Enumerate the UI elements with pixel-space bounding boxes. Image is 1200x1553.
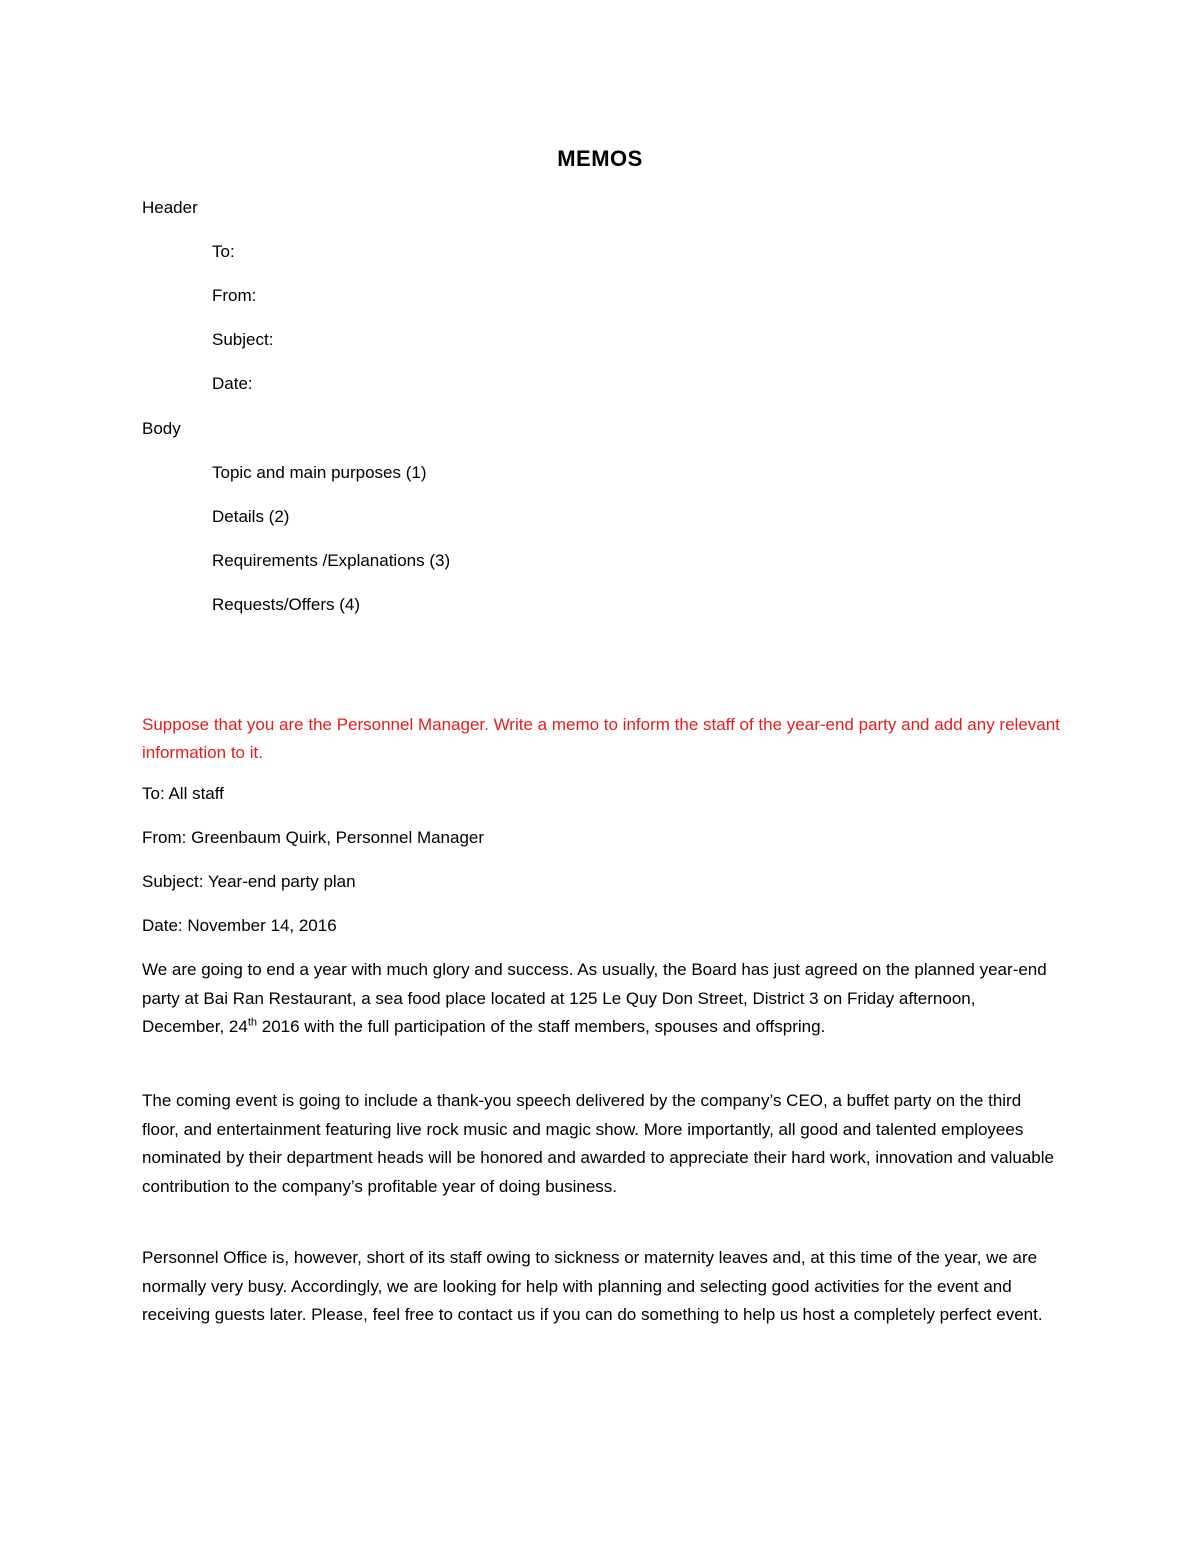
memo-paragraph-2: The coming event is going to include a thank-you speech delivered by the company’s CEO, a buffet party on the third floor, and entertainment featuring live rock music and magic show. More importantly, all good and talented employees nominated by their department heads will be honored and awarded to appreciate their hard work, innovation and valuable contribution to the company’s profitable year of doing business.	[142, 1091, 1054, 1196]
memo-paragraph-1-text: We are going to end a year with much glory and success. As usually, the Board has just agreed on the planned year-end party at Bai Ran Restaurant, a sea food place located at 125 Le Quy Don Street, District 3 on Friday afternoon, December, 24	[142, 960, 1047, 1036]
memo-from: From: Greenbaum Quirk, Personnel Manager	[142, 828, 485, 847]
memo-paragraph-1	[142, 956, 1057, 1042]
header-field-subject: Subject:	[212, 330, 274, 349]
body-item-requirements: Requirements /Explanations (3)	[212, 551, 451, 570]
memo-paragraph-3: Personnel Office is, however, short of its staff owing to sickness or maternity leaves and, at this time of the year, we are normally very busy. Accordingly, we are looking for help with planning and selecting good activities for the event and receiving guests later. Please, feel free to contact us if you can do something to help us host a completely perfect event.	[142, 1248, 1043, 1324]
assignment-prompt: Suppose that you are the Personnel Manager. Write a memo to inform the staff of the year-end party and add any relevant information to it.	[142, 715, 1060, 762]
header-field-from: From:	[212, 286, 257, 305]
page-title: MEMOS	[557, 146, 643, 171]
body-item-details: Details (2)	[212, 507, 290, 526]
header-label: Header	[142, 198, 198, 217]
memo-subject: Subject: Year-end party plan	[142, 872, 356, 891]
header-field-to: To:	[212, 242, 235, 261]
body-item-requests: Requests/Offers (4)	[212, 595, 361, 614]
ordinal-suffix: th	[247, 1016, 258, 1029]
memo-paragraph-1-text-end: 2016 with the full participation of the staff members, spouses and offspring.	[257, 1017, 826, 1036]
header-field-date: Date:	[212, 374, 253, 393]
body-item-topic: Topic and main purposes (1)	[212, 463, 427, 482]
memo-to: To: All staff	[142, 784, 224, 803]
body-label: Body	[142, 419, 181, 438]
memo-date: Date: November 14, 2016	[142, 916, 337, 935]
